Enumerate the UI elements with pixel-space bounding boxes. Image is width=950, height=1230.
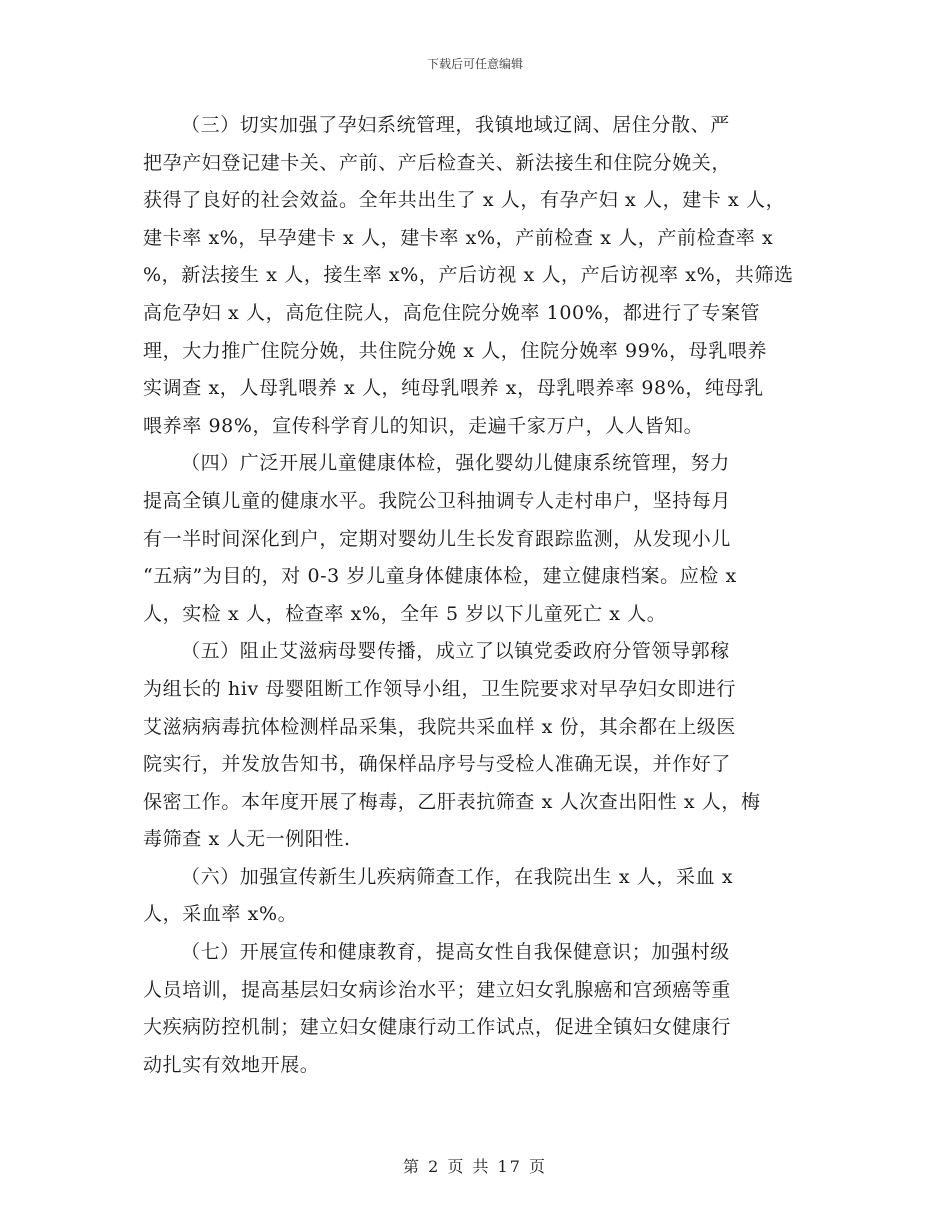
paragraph-5-line: （五）阻止艾滋病母婴传播，成立了以镇党委政府分管领导郭稼	[181, 640, 730, 663]
paragraph-5-line: 艾滋病病毒抗体检测样品采集，我院共采血样 x 份，其余都在上级医	[143, 715, 736, 738]
paragraph-3-line: 把孕产妇登记建卡关、产前、产后检查关、新法接生和住院分娩关，	[143, 151, 732, 174]
paragraph-6-line: 人，采血率 x%。	[143, 903, 298, 926]
paragraph-6-line: （六）加强宣传新生儿疾病筛查工作，在我院出生 x 人，采血 x	[181, 865, 734, 888]
paragraph-3-line: 实调查 x，人母乳喂养 x 人，纯母乳喂养 x，母乳喂养率 98%，纯母乳	[143, 377, 764, 400]
paragraph-5-line: 毒筛查 x 人无一例阳性.	[143, 828, 351, 851]
paragraph-7-line: 人员培训，提高基层妇女病诊治水平；建立妇女乳腺癌和宫颈癌等重	[143, 978, 732, 1001]
paragraph-4-line: “五病”为目的，对 0-3 岁儿童身体健康体检，建立健康档案。应检 x	[143, 565, 737, 588]
paragraph-4-line: 提高全镇儿童的健康水平。我院公卫科抽调专人走村串户，坚持每月	[143, 489, 732, 512]
paragraph-4-line: 人，实检 x 人，检查率 x%，全年 5 岁以下儿童死亡 x 人。	[143, 602, 667, 625]
paragraph-3-line: 喂养率 98%，宣传科学育儿的知识，走遍千家万户，人人皆知。	[143, 414, 704, 437]
paragraph-4-line: 有一半时间深化到户，定期对婴幼儿生长发育跟踪监测，从发现小儿	[143, 527, 732, 550]
page-footer: 第 2 页 共 17 页	[403, 1157, 547, 1176]
paragraph-3-line: %，新法接生 x 人，接生率 x%，产后访视 x 人，产后访视率 x%，共筛选	[143, 264, 794, 287]
paragraph-3-line: 建卡率 x%，早孕建卡 x 人，建卡率 x%，产前检查 x 人，产前检查率 x	[143, 226, 774, 249]
paragraph-5-line: 院实行，并发放告知书，确保样品序号与受检人准确无误，并作好了	[143, 753, 732, 776]
page-header: 下载后可任意编辑	[426, 57, 523, 71]
paragraph-5-line: 为组长的 hiv 母婴阻断工作领导小组，卫生院要求对早孕妇女即进行	[143, 677, 736, 700]
paragraph-3-line: 获得了良好的社会效益。全年共出生了 x 人，有孕产妇 x 人，建卡 x 人，	[143, 189, 786, 212]
paragraph-3-line: （三）切实加强了孕妇系统管理，我镇地域辽阔、居住分散、严	[181, 114, 730, 136]
paragraph-7-line: 动扎实有效地开展。	[143, 1053, 320, 1076]
document-body	[143, 107, 833, 1084]
paragraph-7-line: （七）开展宣传和健康教育，提高女性自我保健意识；加强村级	[181, 941, 730, 964]
paragraph-3-line: 理，大力推广住院分娩，共住院分娩 x 人，住院分娩率 99%，母乳喂养	[143, 339, 768, 362]
paragraph-5-line: 保密工作。本年度开展了梅毒，乙肝表抗筛查 x 人次查出阳性 x 人，梅	[143, 790, 761, 813]
paragraph-3-line: 高危孕妇 x 人，高危住院人，高危住院分娩率 100%，都进行了专案管	[143, 301, 761, 324]
paragraph-7-line: 大疾病防控机制；建立妇女健康行动工作试点，促进全镇妇女健康行	[143, 1016, 732, 1039]
paragraph-4-line: （四）广泛开展儿童健康体检，强化婴幼儿健康系统管理，努力	[181, 452, 730, 475]
